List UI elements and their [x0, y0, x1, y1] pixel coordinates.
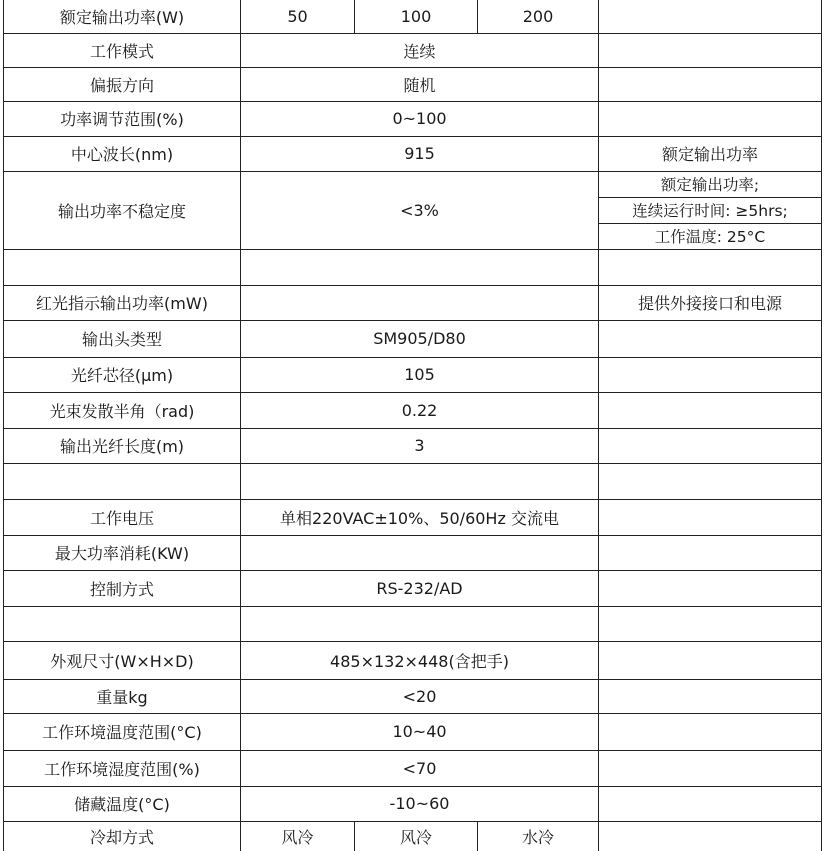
spec-table	[3, 0, 822, 851]
row-weight	[4, 679, 822, 713]
note-cell	[599, 33, 822, 67]
note-cell: 额定输出功率;	[599, 171, 822, 197]
note-cell	[599, 463, 822, 499]
row-voltage	[4, 499, 822, 535]
label-cell: 工作模式	[4, 33, 241, 67]
label-cell: 输出头类型	[4, 320, 241, 357]
label-cell: 重量kg	[4, 679, 241, 713]
row-fiber-length	[4, 428, 822, 463]
note-cell	[599, 821, 822, 851]
note-cell	[599, 320, 822, 357]
note-cell	[599, 249, 822, 285]
value-cell: 0~100	[241, 101, 599, 136]
value-cell-200w: 水冷	[478, 821, 599, 851]
note-cell	[599, 606, 822, 641]
note-cell	[599, 101, 822, 136]
value-cell: 105	[241, 357, 599, 392]
label-cell: 偏振方向	[4, 67, 241, 101]
value-cell: 0.22	[241, 392, 599, 428]
row-divergence	[4, 392, 822, 428]
label-cell: 光纤芯径(μm)	[4, 357, 241, 392]
note-cell	[599, 570, 822, 606]
label-cell: 储藏温度(°C)	[4, 786, 241, 821]
value-cell	[241, 285, 599, 320]
value-cell-50w: 50	[241, 0, 355, 33]
note-cell	[599, 786, 822, 821]
value-cell-200w: 200	[478, 0, 599, 33]
row-rated-power	[4, 0, 822, 33]
note-cell	[599, 499, 822, 535]
row-control	[4, 570, 822, 606]
value-cell: <20	[241, 679, 599, 713]
label-cell: 红光指示输出功率(mW)	[4, 285, 241, 320]
label-cell: 外观尺寸(W×H×D)	[4, 641, 241, 679]
row-fiber-core	[4, 357, 822, 392]
note-cell	[599, 392, 822, 428]
value-cell	[241, 463, 599, 499]
value-cell: 随机	[241, 67, 599, 101]
value-cell: 单相220VAC±10%、50/60Hz 交流电	[241, 499, 599, 535]
label-cell: 输出功率不稳定度	[4, 171, 241, 249]
row-stability	[4, 171, 822, 197]
note-cell	[599, 641, 822, 679]
note-cell: 额定输出功率	[599, 136, 822, 171]
label-cell: 输出光纤长度(m)	[4, 428, 241, 463]
label-cell: 功率调节范围(%)	[4, 101, 241, 136]
row-blank	[4, 249, 822, 285]
note-cell	[599, 713, 822, 750]
value-cell: <3%	[241, 171, 599, 249]
row-power-adjust	[4, 101, 822, 136]
note-cell: 提供外接接口和电源	[599, 285, 822, 320]
row-polarization	[4, 67, 822, 101]
label-cell: 工作电压	[4, 499, 241, 535]
value-cell	[241, 535, 599, 570]
value-cell: RS-232/AD	[241, 570, 599, 606]
note-cell	[599, 0, 822, 33]
row-blank	[4, 463, 822, 499]
label-cell: 光束发散半角（rad)	[4, 392, 241, 428]
value-cell: SM905/D80	[241, 320, 599, 357]
value-cell	[241, 249, 599, 285]
value-cell: 3	[241, 428, 599, 463]
row-op-humidity	[4, 750, 822, 786]
value-cell-50w: 风冷	[241, 821, 355, 851]
value-cell: <70	[241, 750, 599, 786]
label-cell: 额定输出功率(W)	[4, 0, 241, 33]
label-cell: 控制方式	[4, 570, 241, 606]
row-cooling	[4, 821, 822, 851]
row-output-head	[4, 320, 822, 357]
row-op-temp	[4, 713, 822, 750]
label-cell: 工作环境温度范围(°C)	[4, 713, 241, 750]
row-max-power	[4, 535, 822, 570]
row-blank	[4, 606, 822, 641]
label-cell	[4, 606, 241, 641]
label-cell: 冷却方式	[4, 821, 241, 851]
note-cell: 连续运行时间: ≥5hrs;	[599, 197, 822, 223]
value-cell	[241, 606, 599, 641]
note-cell	[599, 679, 822, 713]
note-cell	[599, 428, 822, 463]
row-storage-temp	[4, 786, 822, 821]
label-cell: 工作环境湿度范围(%)	[4, 750, 241, 786]
row-wavelength	[4, 136, 822, 171]
value-cell: -10~60	[241, 786, 599, 821]
value-cell: 连续	[241, 33, 599, 67]
label-cell	[4, 463, 241, 499]
value-cell: 915	[241, 136, 599, 171]
note-cell	[599, 67, 822, 101]
label-cell	[4, 249, 241, 285]
row-red-light	[4, 285, 822, 320]
note-cell	[599, 750, 822, 786]
label-cell: 最大功率消耗(KW)	[4, 535, 241, 570]
value-cell: 485×132×448(含把手)	[241, 641, 599, 679]
row-work-mode	[4, 33, 822, 67]
label-cell: 中心波长(nm)	[4, 136, 241, 171]
value-cell: 10~40	[241, 713, 599, 750]
row-dimensions	[4, 641, 822, 679]
note-cell	[599, 535, 822, 570]
value-cell-100w: 100	[355, 0, 478, 33]
value-cell-100w: 风冷	[355, 821, 478, 851]
note-cell	[599, 357, 822, 392]
note-cell: 工作温度: 25°C	[599, 223, 822, 249]
